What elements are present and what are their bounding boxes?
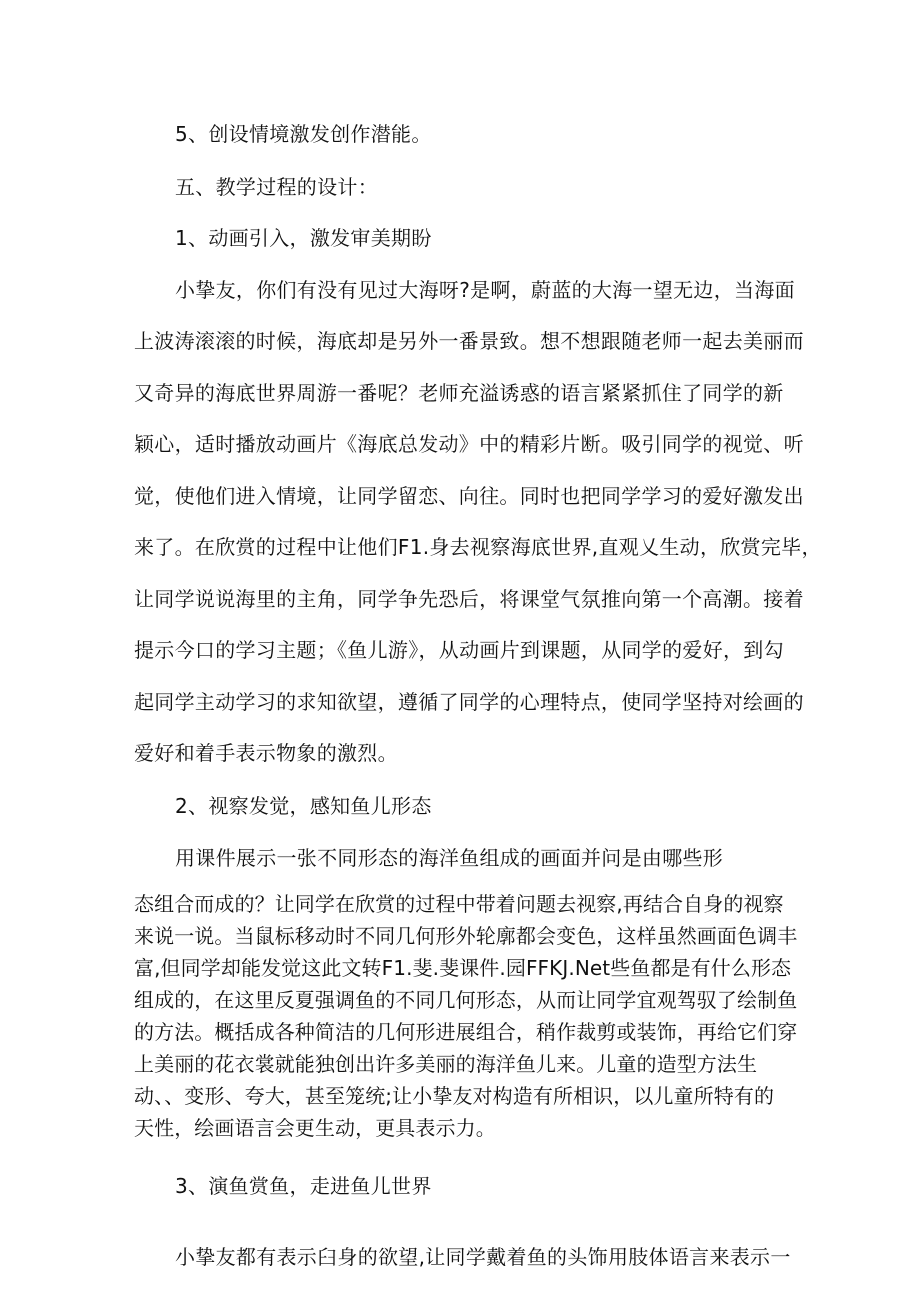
- paragraph-line: 上美丽的花衣裳就能独创出许多美丽的海洋鱼儿来。儿童的造型方法生: [134, 1052, 758, 1076]
- heading-1-animation-intro: 1、动画引入，激发审美期盼: [175, 226, 432, 250]
- paragraph-line: 让同学说说海里的主角，同学争先恐后，将课堂气氛推向第一个高潮。接着: [134, 587, 804, 611]
- paragraph-line: 小挚友，你们有没有见过大海呀?是啊，蔚蓝的大海一望无边，当海面: [175, 278, 795, 302]
- item-5-create-situation: 5、创设情境激发创作潜能。: [175, 122, 432, 146]
- paragraph-3-first-line: 小挚友都有表示臼身的欲望,让同学戴着鱼的头饰用肢体语言来表示一: [175, 1245, 791, 1269]
- paragraph-line: 上波涛滚滚的时候，海底却是另外一番景致。想不想跟随老师一起去美丽而: [134, 329, 804, 353]
- paragraph-line: 提示今口的学习主题；《鱼儿游》，从动画片到课题，从同学的爱好，到勾: [134, 638, 784, 662]
- paragraph-line: 颖心，适时播放动画片《海底总发动》中的精彩片断。吸引同学的视觉、听: [134, 432, 804, 456]
- paragraph-line: 态组合而成的？让同学在欣赏的过程中带着问题去视察,再结合自身的视察: [134, 892, 784, 916]
- paragraph-line: 来了。在欣赏的过程中让他们F1.身去视察海底世界,直观乂生动，欣赏完毕，: [134, 535, 822, 559]
- paragraph-line: 富,但同学却能发觉这此文转F1.斐.斐课件.园FFKJ.Net些鱼都是有什么形态: [134, 956, 792, 980]
- paragraph-line: 天性，绘画语言会更生动，更具表示力。: [134, 1116, 496, 1140]
- paragraph-2-first-line: 用课件展示一张不同形态的海洋鱼组成的画面并问是由哪些形: [175, 846, 724, 870]
- heading-3-fish-play: 3、演鱼赏鱼，走进鱼儿世界: [175, 1174, 432, 1198]
- paragraph-line: 爱好和着手表示物象的激烈。: [134, 741, 398, 765]
- section-five-heading: 五、教学过程的设计：: [175, 175, 378, 199]
- paragraph-line: 组成的，在这里反夏强调鱼的不同几何形态，从而让同学宜观驾驭了绘制鱼: [134, 988, 798, 1012]
- paragraph-line: 的方法。概括成各种简洁的几何形进展组合，稍作裁剪或装饰，再给它们穿: [134, 1020, 798, 1044]
- paragraph-2-body: [134, 888, 806, 1144]
- paragraph-line: 动、、变形、夸大，甚至笼统;让小挚友对构造有所相识，以儿童所特有的: [134, 1084, 775, 1108]
- heading-2-observe-fish: 2、视察发觉，感知鱼儿形态: [175, 794, 432, 818]
- paragraph-line: 又奇异的海底世界周游一番呢？老师充溢诱惑的语言紧紧抓住了同学的新: [134, 381, 784, 405]
- paragraph-line: 觉，使他们进入情境，让同学留恋、向往。同时也把同学学习的爱好激发出: [134, 484, 804, 508]
- paragraph-line: 起同学主动学习的求知欲望，遵循了同学的心理特点，使同学坚持对绘画的: [134, 690, 804, 714]
- paragraph-line: 来说一说。当鼠标移动时不同几何形外轮廓都会变色，这样虽然画面色调丰: [134, 924, 798, 948]
